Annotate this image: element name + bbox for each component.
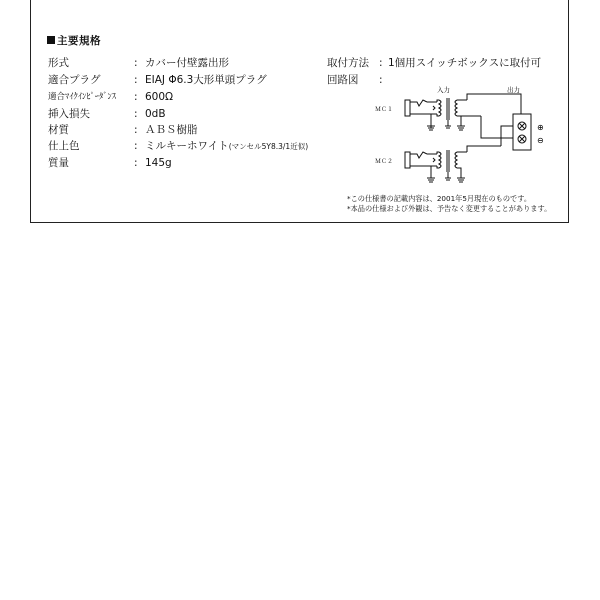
ground-icon (457, 126, 465, 130)
spec-value (145, 139, 308, 154)
spec-separator: : (379, 74, 383, 86)
spec-label: 回路図 (327, 74, 359, 86)
square-bullet-icon (47, 36, 55, 44)
spec-label: 適合ﾏｲｸｲﾝﾋﾟｰﾀﾞﾝｽ (48, 92, 117, 102)
spec-label: 質量 (48, 157, 69, 169)
mc1-transformer-primary (439, 100, 441, 116)
spec-separator: : (134, 124, 138, 136)
minus-terminal-icon: ⊖ (537, 136, 544, 145)
ground-icon (445, 172, 451, 180)
spec-value: ＡＢＳ樹脂 (145, 124, 198, 136)
spec-label: 仕上色 (48, 140, 80, 152)
mc2-transformer-primary (439, 152, 441, 168)
spec-separator: : (134, 74, 138, 86)
input-arrow-icon (433, 158, 435, 162)
spec-value-main: ミルキーホワイト (145, 140, 229, 152)
spec-label: 材質 (48, 124, 69, 136)
spec-separator: : (134, 157, 138, 169)
spec-value: 145g (145, 157, 172, 169)
spec-separator: : (134, 91, 138, 103)
output-label: 出力 (507, 86, 520, 94)
mc1-jack (405, 100, 410, 116)
ground-icon (457, 178, 465, 182)
spec-label: 挿入損失 (48, 108, 90, 120)
spec-label: 形式 (48, 57, 69, 69)
spec-separator: : (134, 140, 138, 152)
footnote-date: *この仕様書の記載内容は、2001年5月現在のものです。 (347, 194, 532, 203)
spec-separator: : (134, 57, 138, 69)
mc2-jack-spring (410, 152, 427, 158)
ground-icon (427, 178, 435, 182)
spec-value: 600Ω (145, 91, 174, 103)
mc1-transformer-secondary (455, 100, 457, 116)
mc1-jack-spring (410, 100, 427, 106)
spec-value: 1個用スイッチボックスに取付可 (388, 57, 542, 69)
footnote-change: *本品の仕様および外観は、予告なく変更することがあります。 (347, 204, 552, 213)
spec-label: 適合プラグ (48, 74, 101, 86)
circuit-diagram (361, 86, 561, 186)
spec-separator: : (379, 57, 383, 69)
spec-label: 取付方法 (327, 57, 369, 69)
output-wire-lower (481, 116, 501, 138)
mc2-transformer-secondary (455, 152, 457, 168)
spec-value: EIAJ Φ6.3大形単頭プラグ (145, 74, 267, 86)
spec-separator: : (134, 108, 138, 120)
spec-value-note: (マンセル5Y8.3/1近似) (228, 142, 309, 151)
ground-icon (445, 120, 451, 128)
footnotes (347, 194, 551, 214)
mc1-label: ＭＣ１ (375, 106, 394, 113)
mc2-label: ＭＣ２ (375, 158, 394, 165)
output-terminal-block (513, 114, 531, 150)
input-label: 入力 (437, 86, 450, 94)
spec-value: カバー付壁露出形 (145, 57, 229, 69)
section-heading (47, 33, 101, 48)
input-arrow-icon (433, 106, 435, 110)
output-wire-top (467, 94, 521, 114)
spec-sheet (30, 0, 569, 223)
section-heading-text: 主要規格 (57, 35, 101, 47)
plus-terminal-icon: ⊕ (537, 123, 544, 132)
spec-value: 0dB (145, 108, 166, 120)
mc2-jack (405, 152, 410, 168)
